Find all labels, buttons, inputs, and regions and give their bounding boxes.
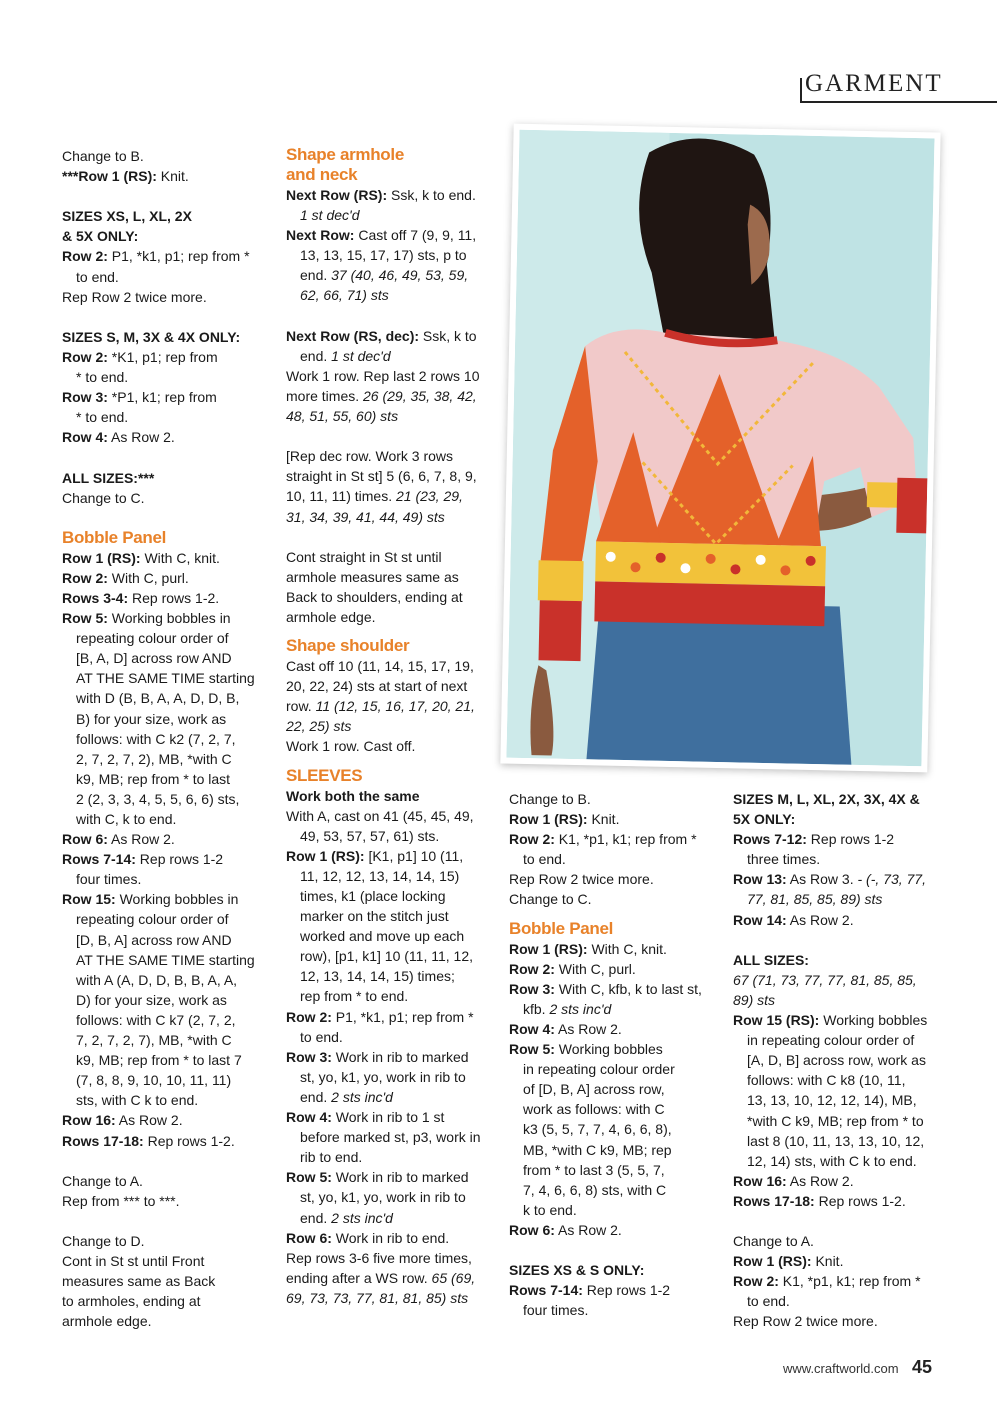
- sleeve-cuff: [539, 600, 582, 661]
- text-line: 49, 53, 57, 57, 61) sts.: [300, 827, 440, 844]
- text-line: Rep Row 2 twice more.: [733, 1313, 878, 1330]
- text-line: (7, 8, 8, 9, 10, 10, 11, 11): [76, 1072, 232, 1089]
- text-line: from * to last 3 (5, 5, 7,: [523, 1161, 665, 1178]
- instruction-heading: Work both the same: [286, 787, 420, 804]
- text-line: [A, D, B] across row, work as: [747, 1052, 926, 1069]
- text-line: last 8 (10, 11, 13, 13, 10, 12,: [747, 1132, 925, 1149]
- text-line: [Rep dec row. Work 3 rows: [286, 448, 454, 465]
- text-line: row.: [286, 698, 316, 715]
- row-text: Rep rows 1-2: [135, 851, 224, 868]
- row-label: Row 15:: [62, 891, 116, 908]
- text-line: 13, 13, 15, 17, 17) sts, p to: [300, 247, 467, 264]
- text-line: B) for your size, work as: [76, 710, 227, 727]
- header-rule-horizontal: [800, 101, 997, 103]
- text-line: 11, 12, 12, 13, 14, 14, 15): [300, 867, 460, 884]
- row-label: Row 1 (RS):: [733, 1253, 812, 1270]
- text-line: Cast off 10 (11, 14, 15, 17, 19,: [286, 658, 474, 675]
- stitch-count: 77, 81, 85, 85, 89) sts: [747, 891, 883, 908]
- header-rule-vertical: [800, 78, 802, 103]
- text-line: times, k1 (place locking: [300, 888, 446, 904]
- row-label: Row 4:: [509, 1020, 555, 1037]
- row-label: Row 2:: [62, 248, 108, 265]
- text-line: * to end.: [76, 409, 129, 426]
- row-text: As Row 2.: [554, 1020, 622, 1037]
- text-line: Change to A.: [733, 1233, 814, 1250]
- row-label: Row 6:: [509, 1221, 555, 1238]
- section-title: GARMENT: [805, 70, 943, 97]
- subheading-bobble-panel: Bobble Panel: [62, 527, 167, 547]
- text-line: end.: [300, 267, 332, 284]
- text-line: marker on the stitch just: [300, 908, 449, 925]
- text-line: 20, 22, 24) sts at start of next: [286, 678, 468, 695]
- row-text: [K1, p1] 10 (11,: [364, 847, 464, 864]
- text-line: 13, 13, 10, 12, 12, 14), MB,: [747, 1092, 917, 1109]
- text-line: with C, k to end.: [76, 811, 177, 827]
- text-line: end.: [300, 1209, 332, 1226]
- row-text: As Row 2.: [107, 429, 175, 446]
- stitch-count: 37 (40, 46, 49, 53, 59,: [331, 267, 469, 284]
- row-label: Row 15 (RS):: [733, 1012, 820, 1029]
- size-heading: ALL SIZES:***: [62, 469, 155, 486]
- row-text: Rep rows 1-2: [806, 831, 895, 848]
- text-line: with D (B, B, A, A, D, D, B,: [76, 690, 240, 707]
- row-text: With C, purl.: [107, 569, 189, 586]
- row-label: Row 4:: [62, 429, 108, 446]
- text-line: Change to D.: [62, 1232, 145, 1249]
- text-line: Rep from *** to ***.: [62, 1192, 180, 1209]
- text-line: four times.: [76, 871, 142, 888]
- row-label: Row 2:: [286, 1008, 332, 1025]
- hem-ribbing: [594, 581, 825, 626]
- text-line: end.: [300, 347, 332, 364]
- row-text: P1, *k1, p1; rep from *: [107, 248, 250, 265]
- text-line: MB, *with C k9, MB; rep: [523, 1141, 672, 1158]
- text-line: kfb.: [523, 1000, 550, 1017]
- row-text: Rep rows 1-2.: [814, 1192, 906, 1209]
- row-text: As Row 2.: [107, 831, 175, 848]
- text-line: follows: with C k2 (7, 2, 7,: [76, 730, 236, 747]
- text-line: Change to A.: [62, 1172, 143, 1189]
- text-line: AT THE SAME TIME starting: [76, 951, 255, 968]
- page-number: 45: [912, 1357, 933, 1377]
- row-label: ***Row 1 (RS):: [62, 168, 157, 185]
- text-line: before marked st, p3, work in: [300, 1129, 481, 1146]
- row-text: K1, *p1, k1; rep from *: [554, 831, 697, 848]
- size-heading: SIZES M, L, XL, 2X, 3X, 4X &: [733, 791, 920, 807]
- row-label: Row 1 (RS):: [62, 549, 141, 566]
- text-line: 12, 13, 14, 14, 15) times;: [300, 968, 455, 985]
- text-line: armhole measures same as: [286, 568, 459, 585]
- text-line: worked and move up each: [300, 928, 465, 945]
- text-line: repeating colour order of: [76, 630, 229, 647]
- stitch-count: 89) sts: [733, 991, 776, 1008]
- text-line: work as follows: with C: [523, 1101, 665, 1118]
- subheading-shape-shoulder: Shape shoulder: [286, 636, 410, 656]
- text-line: with A (A, D, D, B, B, A, A,: [76, 971, 238, 988]
- row-text: Ssk, k to: [419, 327, 477, 344]
- text-line: Rep Row 2 twice more.: [509, 871, 654, 888]
- stitch-count: 2 sts inc'd: [549, 1000, 612, 1017]
- text-line: st, yo, k1, yo, work in rib to: [300, 1189, 466, 1206]
- text-line: st, yo, k1, yo, work in rib to: [300, 1068, 466, 1085]
- text-line: Rep Row 2 twice more.: [62, 288, 207, 305]
- row-label: Row 1 (RS):: [286, 847, 365, 864]
- text-line: k9, MB; rep from * to last 7: [76, 1052, 242, 1069]
- row-text: Ssk, k to end.: [387, 187, 476, 203]
- subheading-shape-armhole: Shape armhole: [286, 145, 404, 164]
- row-text: Rep rows 1-2: [582, 1282, 671, 1299]
- row-label: Rows 3-4:: [62, 589, 129, 606]
- text-line: rib to end.: [300, 1149, 363, 1166]
- text-line: sts, with C k to end.: [76, 1092, 199, 1109]
- text-line: in repeating colour order of: [747, 1032, 915, 1049]
- stitch-count: 31, 34, 39, 41, 44, 49) sts: [286, 508, 445, 525]
- text-line: row), [p1, k1] 10 (11, 11, 12,: [300, 948, 474, 965]
- row-text: Working bobbles in: [107, 610, 231, 627]
- footer-url[interactable]: www.craftworld.com: [783, 1361, 899, 1376]
- text-line: four times.: [523, 1302, 589, 1319]
- text-line: more times.: [286, 387, 364, 404]
- row-text: Rep rows 1-2.: [143, 1132, 235, 1149]
- text-line: Cont straight in St st until: [286, 548, 442, 565]
- text-line: straight in St st] 5 (6, 6, 7, 8, 9,: [286, 468, 477, 485]
- row-text: Working bobbles: [819, 1012, 928, 1029]
- row-label: Row 16:: [62, 1112, 116, 1129]
- row-text: As Row 2.: [554, 1221, 622, 1238]
- text-line: D) for your size, work as: [76, 991, 227, 1008]
- size-heading: & 5X ONLY:: [62, 228, 139, 245]
- subheading-shape-armhole: and neck: [286, 165, 358, 184]
- text-line: Change to B.: [509, 791, 591, 807]
- row-label: Row 5:: [286, 1169, 332, 1186]
- text-line: Work 1 row. Rep last 2 rows 10: [286, 367, 480, 384]
- text-line: 10, 11, 11) times.: [286, 488, 396, 505]
- text-line: follows: with C k8 (10, 11,: [747, 1072, 906, 1089]
- row-text: Knit.: [156, 168, 189, 185]
- text-line: *with C k9, MB; rep from * to: [747, 1112, 924, 1129]
- row-label: Row 2:: [62, 348, 108, 365]
- text-line: Back to shoulders, ending at: [286, 588, 463, 605]
- row-label: Row 5:: [62, 610, 108, 627]
- row-text: Work in rib to marked: [331, 1048, 469, 1065]
- row-label: Row 5:: [509, 1041, 555, 1058]
- row-text: As Row 3.: [786, 871, 858, 888]
- row-text: Knit.: [587, 811, 620, 828]
- text-line: follows: with C k7 (2, 7, 2,: [76, 1011, 236, 1028]
- stitch-count: 1 st dec'd: [300, 207, 360, 224]
- row-label: Next Row:: [286, 227, 355, 244]
- row-text: As Row 2.: [786, 1172, 854, 1189]
- text-line: k to end.: [523, 1201, 577, 1218]
- text-line: Cont in St st until Front: [62, 1253, 205, 1270]
- subheading-sleeves: SLEEVES: [286, 765, 363, 785]
- row-text: Rep rows 1-2.: [128, 589, 220, 606]
- row-label: Row 1 (RS):: [509, 940, 588, 957]
- text-line: Rep rows 3-6 five more times,: [286, 1249, 472, 1266]
- row-text: With C, knit.: [140, 549, 220, 566]
- row-label: Row 13:: [733, 871, 787, 888]
- row-text: *P1, k1; rep from: [107, 389, 217, 406]
- row-label: Row 2:: [733, 1273, 779, 1290]
- row-text: With C, purl.: [554, 960, 636, 977]
- row-label: Row 2:: [509, 831, 555, 848]
- row-text: As Row 2.: [115, 1112, 183, 1129]
- row-label: Rows 7-14:: [509, 1282, 583, 1299]
- row-text: Working bobbles in: [115, 891, 239, 908]
- row-label: Rows 17-18:: [733, 1192, 815, 1209]
- text-line: measures same as Back: [62, 1273, 216, 1290]
- row-label: Next Row (RS, dec):: [286, 327, 420, 344]
- stitch-count: 11 (12, 15, 16, 17, 20, 21,: [315, 698, 475, 715]
- row-text: *K1, p1; rep from: [107, 348, 218, 365]
- text-line: of [D, B, A] across row,: [523, 1081, 665, 1098]
- row-label: Row 2:: [509, 960, 555, 977]
- row-text: Work in rib to end.: [331, 1229, 450, 1246]
- size-heading: 5X ONLY:: [733, 811, 796, 828]
- text-line: repeating colour order of: [76, 911, 229, 928]
- row-label: Row 16:: [733, 1172, 787, 1189]
- text-line: armhole edge.: [62, 1313, 152, 1330]
- text-line: 7, 4, 6, 6, 8) sts, with C: [523, 1181, 667, 1198]
- row-text: Knit.: [811, 1253, 844, 1270]
- row-label: Row 14:: [733, 911, 787, 928]
- garment-photo: [500, 124, 940, 773]
- row-text: Work in rib to marked: [331, 1169, 469, 1186]
- size-heading: SIZES S, M, 3X & 4X ONLY:: [62, 328, 241, 345]
- text-line: to end.: [76, 268, 119, 285]
- text-line: armhole edge.: [286, 608, 376, 625]
- text-line: 2 (2, 3, 3, 4, 5, 5, 6, 6) sts,: [76, 790, 240, 807]
- text-line: 12, 14) sts, with C k to end.: [747, 1152, 917, 1169]
- column-1: [62, 146, 277, 1331]
- size-heading: SIZES XS, L, XL, 2X: [62, 208, 192, 225]
- text-line: end.: [300, 1088, 332, 1105]
- text-line: Work 1 row. Cast off.: [286, 738, 416, 755]
- text-line: in repeating colour order: [523, 1061, 675, 1078]
- text-line: AT THE SAME TIME starting: [76, 670, 255, 687]
- size-heading: ALL SIZES:: [733, 951, 809, 968]
- text-line: three times.: [747, 851, 821, 868]
- text-line: [D, B, A] across row AND: [76, 931, 232, 948]
- text-line: With A, cast on 41 (45, 45, 49,: [286, 807, 474, 824]
- text-line: to end.: [300, 1028, 343, 1045]
- row-text: Work in rib to 1 st: [331, 1109, 445, 1126]
- stitch-count: - (-, 73, 77,: [857, 871, 926, 888]
- row-text: With C, knit.: [587, 940, 667, 957]
- row-text: With C, kfb, k to last st,: [554, 980, 702, 997]
- text-line: 2, 7, 2, 7, 2), MB, *with C: [76, 750, 232, 767]
- stitch-count: 21 (23, 29,: [395, 488, 463, 505]
- row-label: Row 4:: [286, 1109, 332, 1126]
- row-label: Next Row (RS):: [286, 187, 388, 203]
- stitch-count: 22, 25) sts: [286, 718, 352, 735]
- stitch-count: 48, 51, 55, 60) sts: [286, 408, 399, 425]
- stitch-count: 2 sts inc'd: [331, 1209, 393, 1226]
- section-header: [800, 70, 997, 104]
- row-label: Row 2:: [62, 569, 108, 586]
- row-label: Row 6:: [286, 1229, 332, 1246]
- subheading-bobble-panel: Bobble Panel: [509, 918, 614, 938]
- column-2: [286, 145, 501, 1308]
- stitch-count: 69, 73, 73, 77, 81, 81, 85) sts: [286, 1289, 469, 1306]
- sleeve-cuff-band: [538, 560, 584, 601]
- row-text: Cast off 7 (9, 9, 11,: [354, 227, 477, 244]
- size-heading: SIZES XS & S ONLY:: [509, 1262, 645, 1279]
- text-line: rep from * to end.: [300, 988, 409, 1005]
- text-line: k3 (5, 5, 7, 7, 4, 6, 6, 8),: [523, 1121, 672, 1138]
- column-4: [733, 789, 958, 1332]
- row-text: K1, *p1, k1; rep from *: [778, 1273, 921, 1290]
- stitch-count: 65 (69,: [431, 1269, 476, 1286]
- text-line: k9, MB; rep from * to last: [76, 770, 231, 787]
- text-line: 7, 2, 7, 2, 7), MB, *with C: [76, 1032, 232, 1049]
- text-line: to end.: [523, 851, 566, 868]
- row-label: Rows 17-18:: [62, 1132, 144, 1149]
- row-label: Row 1 (RS):: [509, 811, 588, 828]
- row-text: Working bobbles: [554, 1041, 663, 1058]
- text-line: Change to C.: [509, 891, 592, 908]
- model-illustration: [506, 130, 934, 767]
- row-label: Row 3:: [286, 1048, 332, 1065]
- row-text: P1, *k1, p1; rep from *: [331, 1008, 474, 1025]
- column-3: [509, 789, 729, 1320]
- text-line: [B, A, D] across row AND: [76, 650, 232, 667]
- row-label: Rows 7-14:: [62, 851, 136, 868]
- text-line: Change to C.: [62, 489, 145, 506]
- text-line: to armholes, ending at: [62, 1293, 201, 1310]
- stitch-count: 2 sts inc'd: [331, 1088, 393, 1105]
- sleeve-cuff: [896, 478, 927, 534]
- text-line: Change to B.: [62, 148, 144, 164]
- text-line: ending after a WS row.: [286, 1269, 432, 1286]
- stitch-count: 1 st dec'd: [331, 347, 391, 364]
- stitch-count: 26 (29, 35, 38, 42,: [363, 387, 477, 404]
- stitch-count: 67 (71, 73, 77, 77, 81, 85, 85,: [733, 971, 917, 988]
- row-label: Row 3:: [62, 389, 108, 406]
- text-line: to end.: [747, 1293, 790, 1310]
- row-label: Row 6:: [62, 831, 108, 848]
- text-line: * to end.: [76, 369, 129, 386]
- row-text: As Row 2.: [786, 911, 854, 928]
- row-label: Row 3:: [509, 980, 555, 997]
- stitch-count: 62, 66, 71) sts: [300, 287, 389, 304]
- row-label: Rows 7-12:: [733, 831, 807, 848]
